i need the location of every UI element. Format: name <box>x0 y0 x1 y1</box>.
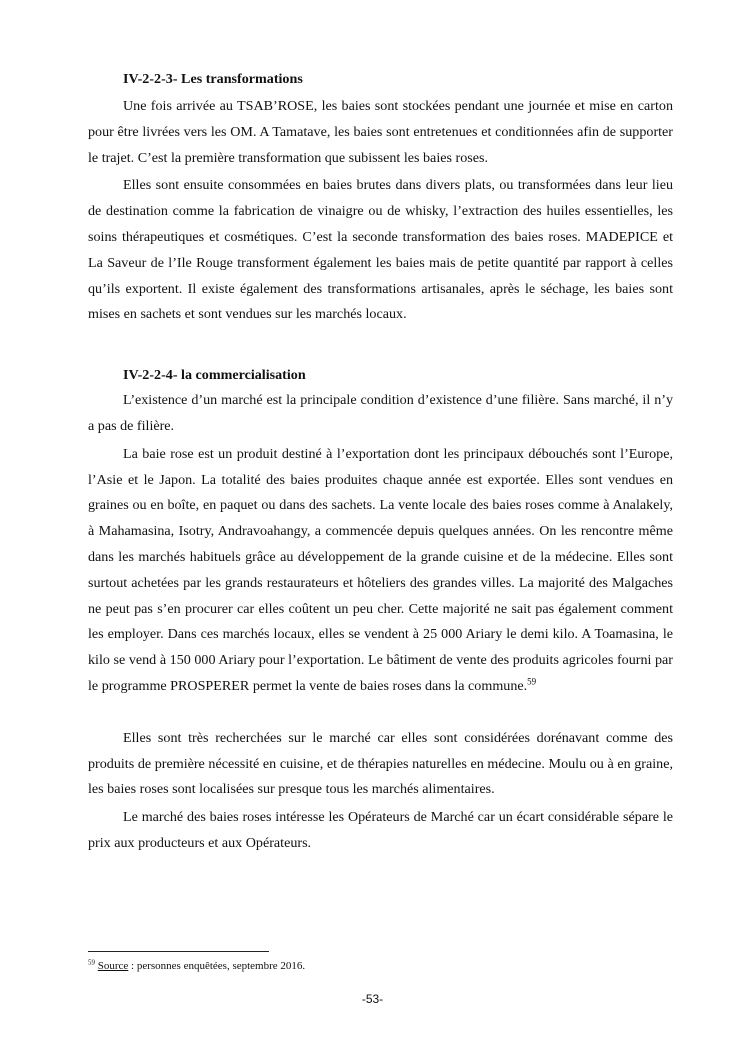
footnote-reference[interactable]: 59 <box>527 676 537 687</box>
page-body <box>88 66 673 857</box>
footnote-separator <box>88 951 269 952</box>
footnote-number: 59 <box>88 958 95 967</box>
spacer <box>88 328 673 362</box>
page-number: -53- <box>361 992 384 1006</box>
footnote-text: : personnes enquêtées, septembre 2016. <box>128 960 306 972</box>
footnote <box>88 958 305 974</box>
paragraph: Une fois arrivée au TSAB’ROSE, les baies sont stockées pendant une journée et mise en carton pour être livrées vers les OM. A Tamatave, les baies sont entretenues et conditionnées afin de supporter le trajet. C’est la première transformation que subissent les baies roses. <box>88 98 673 166</box>
section-heading-commercialisation: IV-2-2-4- la commercialisation <box>123 367 306 384</box>
paragraph: L’existence d’un marché est la principale condition d’existence d’une filière. Sans marché, il n’y a pas de filière. <box>88 392 673 434</box>
footnote-source-label: Source <box>97 960 129 972</box>
paragraph: Le marché des baies roses intéresse les Opérateurs de Marché car un écart considérable sépare le prix aux producteurs et aux Opérateurs. <box>88 809 673 851</box>
section-heading-transformations: IV-2-2-3- Les transformations <box>123 71 303 87</box>
paragraph-with-footnote <box>88 442 673 700</box>
paragraph-text: La baie rose est un produit destiné à l’exportation dont les principaux débouchés sont l’Europe, l’Asie et le Japon. La totalité des baies produites chaque année est exportée. Elles sont vendues en graines ou en boîte, en paquet ou dans des sachets. La vente locale des baies roses comme à Analakely, à Mahamasina, Isotry, Andravoahangy, a commencée depuis quelques années. On les rencontre même dans les marchés habituels grâce au développement de la grande cuisine et de la médecine. Elles sont surtout achetées par les grands restaurateurs et hôteliers des grandes villes. La majorité des Malgaches ne peut pas s’en procurer car elles coûtent un peu cher. Cette majorité ne sait pas également comment les employer. Dans ces marchés locaux, elles se vendent à 25 000 Ariary le demi kilo. A Toamasina, le kilo se vend à 150 000 Ariary pour l’exportation. Le bâtiment de vente des produits agricoles fourni par le programme PROSPERER permet la vente de baies roses dans la commune. <box>88 445 673 694</box>
paragraph: Elles sont très recherchées sur le marché car elles sont considérées dorénavant comme des produits de première nécessité en cuisine, et de thérapies naturelles en médecine. Moulu ou à en graine, les baies roses sont localisées sur presque tous les marchés alimentaires. <box>88 729 673 798</box>
spacer <box>88 700 673 726</box>
paragraph: Elles sont ensuite consommées en baies brutes dans divers plats, ou transformées dans leur lieu de destination comme la fabrication de vinaigre ou de whisky, l’extraction des huiles essentielles, les soins thérapeutiques et cosmétiques. C’est la seconde transformation des baies roses. MADEPICE et La Saveur de l’Ile Rouge transforment également les baies mais de petite quantité par rapport à celles qu’ils exportent. Il existe également des transformations artisanales, après le séchage, les baies sont mises en sachets et sont vendues sur les marchés locaux. <box>88 177 673 323</box>
